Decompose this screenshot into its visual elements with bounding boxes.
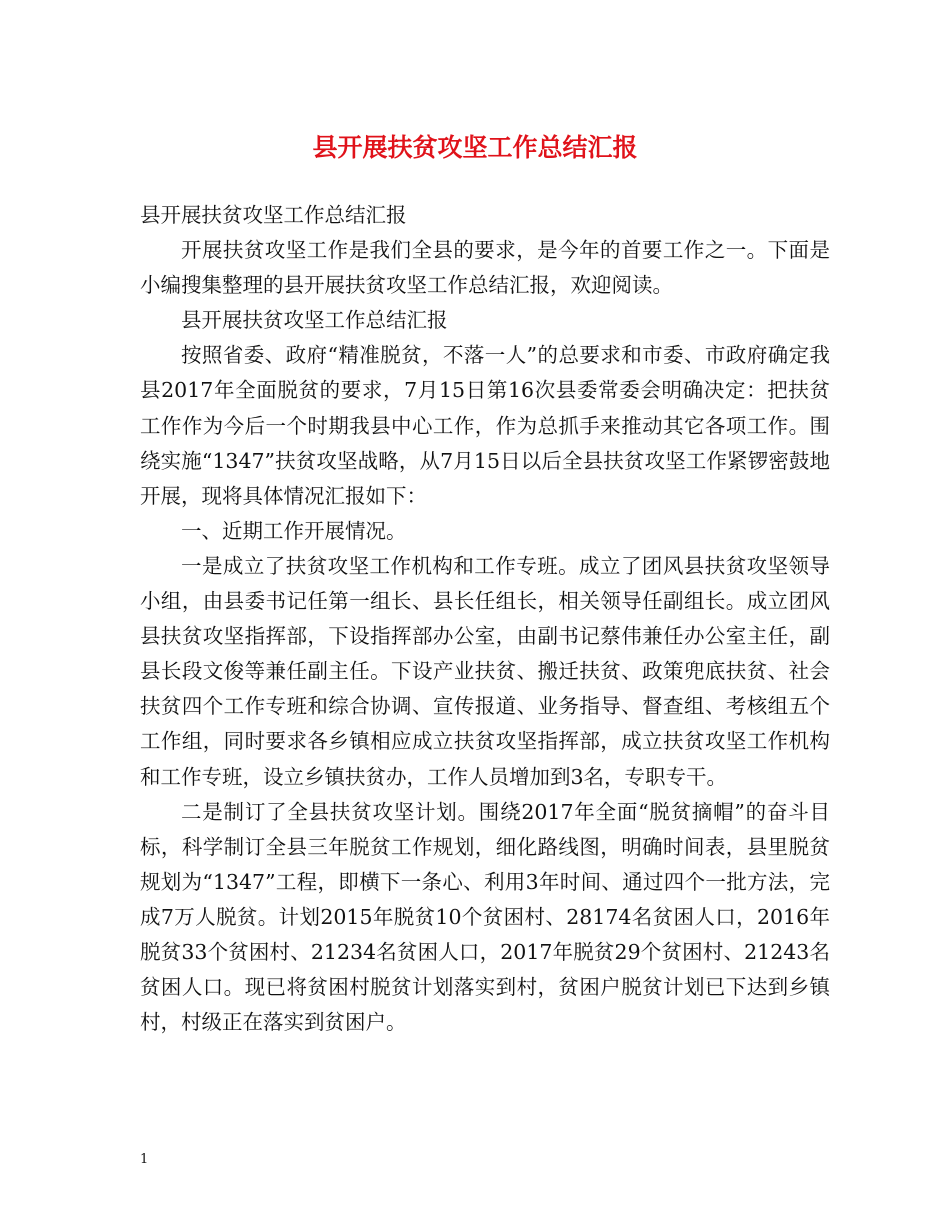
document-body (140, 198, 830, 1040)
overview-paragraph: 按照省委、政府“精准脱贫，不落一人”的总要求和市委、市政府确定我县2017年全面脱贫的要求，7月15日第16次县委常委会明确决定：把扶贫工作作为今后一个时期我县中心工作，作为总抓手来推动其它各项工作。围绕实施“1347”扶贫攻坚战略，从7月15日以后全县扶贫攻坚工作紧锣密鼓地开展，现将具体情况汇报如下： (140, 343, 830, 508)
paragraph-plan: 二是制订了全县扶贫攻坚计划。围绕2017年全面“脱贫摘帽”的奋斗目标，科学制订全县三年脱贫工作规划，细化路线图，明确时间表，县里脱贫规划为“1347”工程，即横下一条心、利用3年时间、通过四个一批方法，完成7万人脱贫。计划2015年脱贫10个贫困村、28174名贫困人口，2016年脱贫33个贫困村、21234名贫困人口，2017年脱贫29个贫困村、21243名贫困人口。现已将贫困村脱贫计划落实到村，贫困户脱贫计划已下达到乡镇村，村级正在落实到贫困户。 (140, 799, 830, 1035)
intro-paragraph: 开展扶贫攻坚工作是我们全县的要求，是今年的首要工作之一。下面是小编搜集整理的县开展扶贫攻坚工作总结汇报，欢迎阅读。 (140, 238, 830, 298)
page-number: 1 (140, 1152, 149, 1167)
document-title: 县开展扶贫攻坚工作总结汇报 (312, 133, 638, 162)
paragraph-organization: 一是成立了扶贫攻坚工作机构和工作专班。成立了团风县扶贫攻坚领导小组，由县委书记任第一组长、县长任组长，相关领导任副组长。成立团风县扶贫攻坚指挥部，下设指挥部办公室，由副书记蔡伟兼任办公室主任，副县长段文俊等兼任副主任。下设产业扶贫、搬迁扶贫、政策兜底扶贫、社会扶贫四个工作专班和综合协调、宣传报道、业务指导、督查组、考核组五个工作组，同时要求各乡镇相应成立扶贫攻坚指挥部，成立扶贫攻坚工作机构和工作专班，设立乡镇扶贫办，工作人员增加到3名，专职专干。 (140, 553, 830, 789)
body-heading: 县开展扶贫攻坚工作总结汇报 (140, 203, 407, 227)
section-heading: 县开展扶贫攻坚工作总结汇报 (181, 308, 448, 333)
subsection-heading: 一、近期工作开展情况。 (181, 518, 407, 543)
